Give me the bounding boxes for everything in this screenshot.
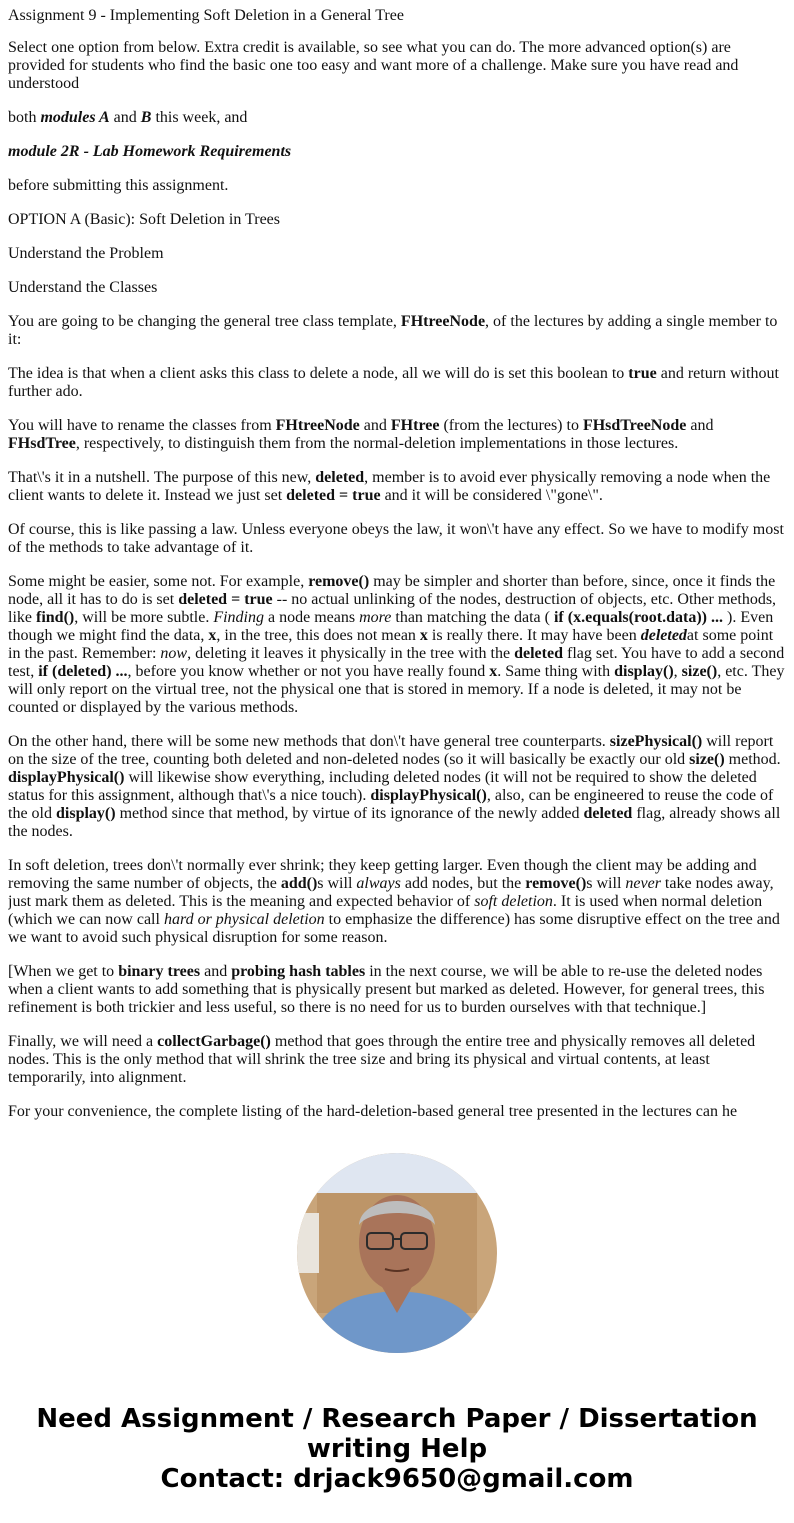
paragraph-truncated [8,1103,786,1121]
text-run: [When we get to [8,963,119,980]
text-run: will likewise show everything, including deleted nodes (it will not be required to show the deleted status for this assignment, although that\'s a nice touch). [8,769,757,804]
text-run: You will have to rename the classes from [8,417,276,434]
text-run: if (deleted) ... [38,663,128,680]
text-run: flag set. You have to add a second test, [8,645,785,680]
module-requirements-line [8,143,786,161]
text-run: may be simpler and shorter than before, since, once it finds the node, all it has to do is set [8,573,776,608]
text-run: s will [317,875,357,892]
text-run: this week, and [151,109,248,126]
text-run: deleted [514,645,563,662]
text-run: displayPhysical() [8,769,125,786]
text-run: , [673,663,682,680]
text-run: FHsdTreeNode [582,417,687,434]
text-run: true [628,365,657,382]
text-run: soft deletion [474,893,553,910]
switch-panel [297,1213,319,1273]
text-run: to emphasize the difference) has some disruptive effect on the tree and we want to avoid such physical disruption for some reason. [8,911,780,946]
text-run: add nodes, but the [400,875,526,892]
text-run: probing hash tables [231,963,366,980]
text-run: is really there. It may have been [427,627,641,644]
text-run: and [359,417,391,434]
text-run: remove() [308,573,370,590]
paragraph [8,417,786,453]
text-run: -- no actual unlinking of the nodes, destruction of objects, etc. Other methods, like [8,591,777,626]
text-run: and [109,109,141,126]
paragraph [8,573,786,717]
text-run: and return without further ado. [8,365,779,400]
text-run: In soft deletion, trees don\'t normally ever shrink; they keep getting larger. Even though the client may be adding and removing the same number of objects, the [8,857,757,892]
text-run: , of the lectures by adding a single member to it: [8,313,778,348]
text-run: modules A [40,109,110,126]
text-run: Some might be easier, some not. For example, [8,573,309,590]
text-run: displayPhysical() [370,787,487,804]
paragraph [8,733,786,841]
text-run: and [686,417,714,434]
paragraph [8,469,786,505]
before-submitting-line: before submitting this assignment. [8,177,229,194]
text-run: find() [36,609,75,626]
heading-understand-problem: Understand the Problem [8,245,164,262]
text-run: at some point in the past. Remember: [8,627,774,662]
text-run: On the other hand, there will be some new methods that don\'t have general tree counterparts. [8,733,610,750]
text-run: Finding [213,609,264,626]
banner-line-2: writing Help [306,1434,488,1464]
photo-wall [297,1153,497,1193]
text-run: deleted [640,627,687,644]
text-run: , member is to avoid ever physically removing a node when the client wants to delete it. Instead we just set [8,469,771,504]
option-heading: OPTION A (Basic): Soft Deletion in Trees [8,211,280,228]
text-run: take nodes away, just mark them as deleted. This is the meaning and expected behavior of [8,875,774,910]
text-run: FHtree [390,417,440,434]
text-run: method that goes through the entire tree and physically removes all deleted nodes. This is the only method that will shrink the tree size and bring its physical and virtual contents, at least temporarily, into alignment. [8,1033,756,1086]
paragraph [8,521,786,557]
text-run: B [140,109,152,126]
text-run: s will [586,875,626,892]
banner-contact-line: Contact: drjack9650@gmail.com [160,1464,634,1494]
text-run: if (x.equals(root.data)) ... [553,609,724,626]
text-run: display() [56,805,116,822]
text-run: in the next course, we will be able to re-use the deleted nodes when a client wants to add something that is physically present but marked as deleted. However, for general trees, this refinement is both trickier and less useful, so there is no need for us to burden ourselves with that technique.] [8,963,765,1016]
text-run: For your convenience, the complete listing of the hard-deletion-based general tree presented in the lectures can he [8,1103,738,1120]
modules-line [8,109,786,127]
text-run: , deleting it leaves it physically in the tree with the [187,645,515,662]
text-run: FHtreeNode [400,313,486,330]
text-run: The idea is that when a client asks this class to delete a node, all we will do is set this boolean to [8,365,629,382]
text-run: FHtreeNode [275,417,360,434]
contact-banner [0,1404,794,1494]
text-run: Of course, this is like passing a law. Unless everyone obeys the law, it won\'t have any effect. So we have to modify most of the methods to take advantage of it. [8,521,784,556]
text-run: sizePhysical() [609,733,703,750]
text-run: both [8,109,41,126]
banner-line-1: Need Assignment / Research Paper / Dissertation [36,1404,758,1434]
text-run: . It is used when normal deletion (which we can now call [8,893,763,928]
text-run: hard or physical deletion [163,911,325,928]
document-body [8,7,786,1123]
text-run: size() [681,663,718,680]
person-photo-icon [297,1153,497,1353]
text-run: module 2R - Lab Homework Requirements [8,143,292,160]
text-run: , also, can be engineered to reuse the code of the old [8,787,774,822]
text-run: binary trees [118,963,201,980]
text-run: and [200,963,232,980]
text-run: deleted [583,805,633,822]
text-run: (from the lectures) to [439,417,583,434]
text-run: method since that method, by virtue of its ignorance of the newly added [115,805,584,822]
heading-understand-classes: Understand the Classes [8,279,158,296]
text-run: That\'s it in a nutshell. The purpose of this new, [8,469,316,486]
paragraph [8,313,786,349]
text-run: deleted [315,469,365,486]
text-run: , before you know whether or not you have really found [127,663,490,680]
paragraph [8,857,786,947]
text-run: a node means [264,609,360,626]
text-run: , will be more subtle. [74,609,214,626]
text-run: You are going to be changing the general tree class template, [8,313,401,330]
text-run: remove() [525,875,587,892]
text-run: add() [280,875,318,892]
text-run: than matching the data ( [391,609,554,626]
text-run: now [160,645,188,662]
text-run: method. [724,751,781,768]
text-run: flag, already shows all the nodes. [8,805,781,840]
avatar-photo [297,1153,497,1353]
text-run: Finally, we will need a [8,1033,158,1050]
text-run: always [356,875,401,892]
text-run: x [208,627,217,644]
intro-paragraph: Select one option from below. Extra credit is available, so see what you can do. The more advanced option(s) are provided for students who find the basic one too easy and want more of a challenge. Make sure you have read and understood [8,39,739,92]
text-run: , respectively, to distinguish them from the normal-deletion implementations in those lectures. [75,435,679,452]
assignment-title: Assignment 9 - Implementing Soft Deletion in a General Tree [8,7,404,24]
text-run: ). Even though we might find the data, [8,609,774,644]
text-run: FHsdTree [8,435,76,452]
paragraph [8,963,786,1017]
paragraph [8,1033,786,1087]
text-run: display() [614,663,674,680]
text-run: . Same thing with [497,663,615,680]
text-run: deleted = true [286,487,381,504]
text-run: , in the tree, this does not mean [216,627,420,644]
text-run: deleted = true [178,591,273,608]
text-run: x [489,663,498,680]
text-run: more [359,609,392,626]
text-run: size() [689,751,725,768]
text-run: never [625,875,661,892]
text-run: and it will be considered \"gone\". [380,487,603,504]
text-run: will report on the size of the tree, counting both deleted and non-deleted nodes (so it will basically be exactly our old [8,733,774,768]
text-run: collectGarbage() [157,1033,271,1050]
text-run: , etc. They will only report on the virtual tree, not the physical one that is stored in memory. If a node is deleted, it may not be counted or displayed by the various methods. [8,663,785,716]
text-run: x [419,627,428,644]
paragraph [8,365,786,401]
